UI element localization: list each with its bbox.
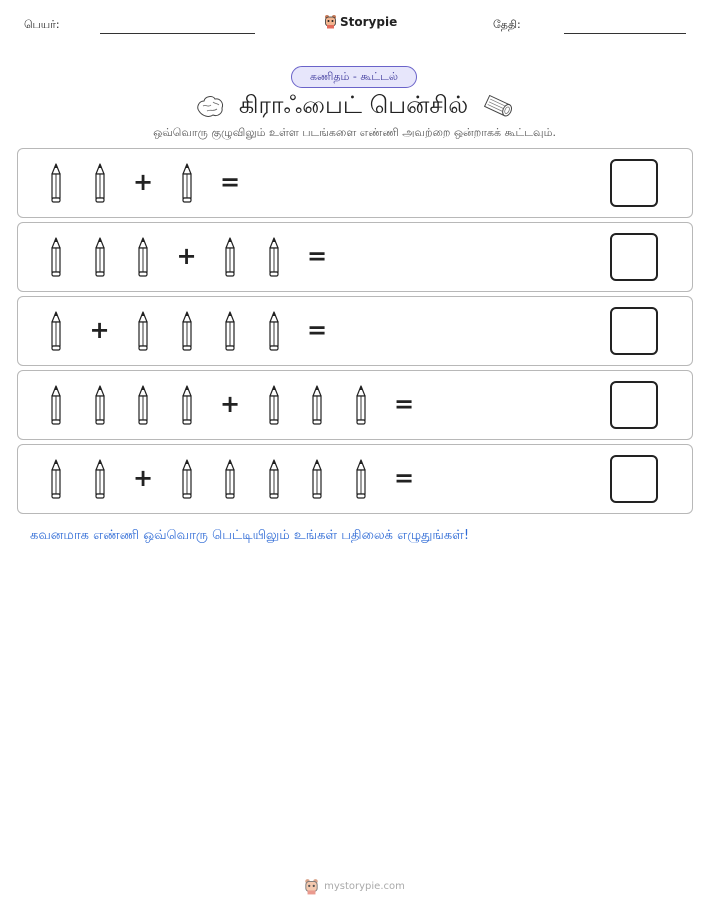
equals-sign: = xyxy=(306,242,328,270)
pencil-icon xyxy=(309,459,325,499)
pencil-icon xyxy=(309,385,325,425)
pencil-icon xyxy=(179,311,195,351)
pencil-icon xyxy=(48,163,64,203)
worksheet-title: கிராஃபைட் பென்சில் xyxy=(238,90,469,119)
wood-log-icon xyxy=(482,93,514,119)
problem-row xyxy=(17,222,693,292)
pencil-icon xyxy=(179,163,195,203)
equals-sign: = xyxy=(306,316,328,344)
pencil-icon xyxy=(353,385,369,425)
pencil-icon xyxy=(179,385,195,425)
pencil-icon xyxy=(92,237,108,277)
pencil-icon xyxy=(135,385,151,425)
footer-note: கவனமாக எண்ணி ஒவ்வொரு பெட்டியிலும் உங்கள் பதிலைக் எழுதுங்கள்! xyxy=(30,528,470,543)
storypie-mascot-icon xyxy=(324,14,337,29)
plus-sign: + xyxy=(132,168,154,196)
plus-sign: + xyxy=(176,242,197,270)
problem-row xyxy=(17,148,693,218)
pencil-icon xyxy=(222,237,238,277)
name-label: பெயர்: xyxy=(24,18,60,31)
pencil-icon xyxy=(92,163,108,203)
answer-box[interactable] xyxy=(610,381,658,429)
equals-sign: = xyxy=(393,390,415,418)
pencil-icon xyxy=(92,459,108,499)
date-line xyxy=(564,33,686,34)
equals-sign: = xyxy=(393,464,415,492)
plus-sign: + xyxy=(219,390,241,418)
answer-box[interactable] xyxy=(610,307,658,355)
answer-box[interactable] xyxy=(610,233,658,281)
answer-box[interactable] xyxy=(610,159,658,207)
name-line xyxy=(100,33,255,34)
pencil-icon xyxy=(92,385,108,425)
answer-box[interactable] xyxy=(610,455,658,503)
date-label: தேதி: xyxy=(493,18,521,31)
pencil-icon xyxy=(266,385,282,425)
pencil-icon xyxy=(222,459,238,499)
title-row xyxy=(0,90,709,122)
pencil-icon xyxy=(48,237,64,277)
pencil-icon xyxy=(135,237,151,277)
worksheet-header xyxy=(0,0,709,46)
plus-sign: + xyxy=(89,316,110,344)
pencil-icon xyxy=(266,237,282,277)
plus-sign: + xyxy=(132,464,154,492)
problem-row xyxy=(17,296,693,366)
pencil-icon xyxy=(135,311,151,351)
equals-sign: = xyxy=(219,168,241,196)
subject-tag: கணிதம் - கூட்டல் xyxy=(291,66,417,88)
footer-site: mystorypie.com xyxy=(324,881,405,892)
pencil-icon xyxy=(179,459,195,499)
pencil-icon xyxy=(48,385,64,425)
storypie-mascot-icon xyxy=(304,878,319,895)
brand-name: Storypie xyxy=(340,14,398,29)
pencil-icon xyxy=(266,459,282,499)
problem-list xyxy=(17,148,693,518)
graphite-chunk-icon xyxy=(195,93,225,119)
pencil-icon xyxy=(48,459,64,499)
problem-row xyxy=(17,444,693,514)
problem-row xyxy=(17,370,693,440)
pencil-icon xyxy=(48,311,64,351)
pencil-icon xyxy=(353,459,369,499)
brand-logo xyxy=(324,14,397,29)
footer xyxy=(0,878,709,895)
pencil-icon xyxy=(266,311,282,351)
instruction-text: ஒவ்வொரு குழுவிலும் உள்ள படங்களை எண்ணி அவற்றை ஒன்றாகக் கூட்டவும். xyxy=(153,126,556,139)
pencil-icon xyxy=(222,311,238,351)
